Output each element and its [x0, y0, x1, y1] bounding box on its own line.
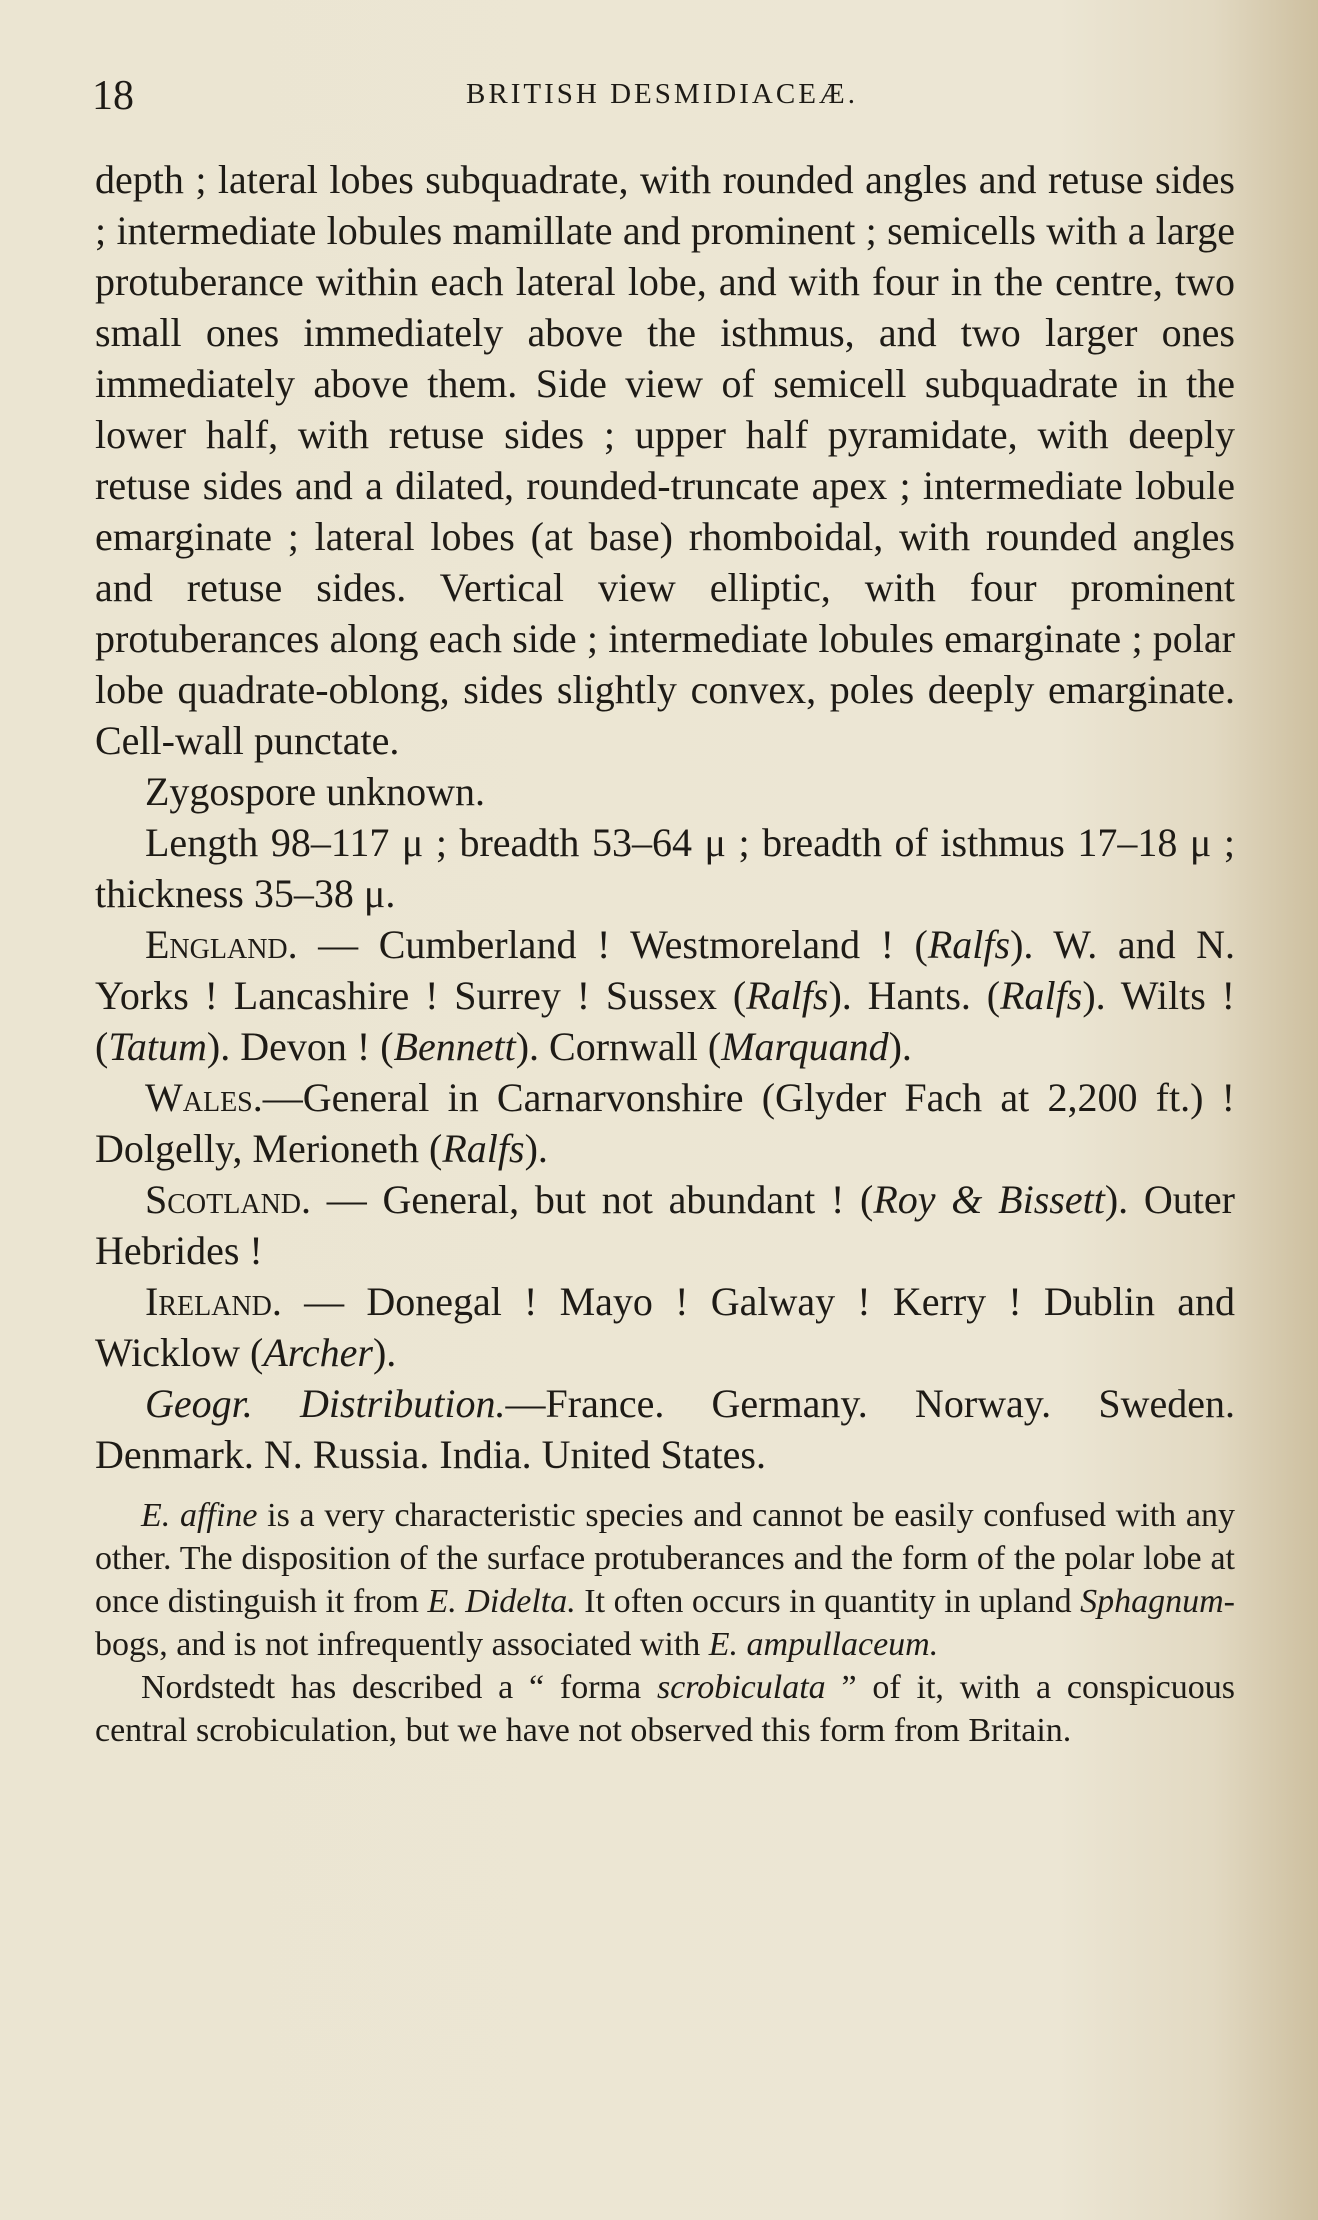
zygospore-paragraph: Zygospore unknown.: [145, 769, 485, 814]
wales-text-2: ).: [524, 1126, 548, 1171]
recorder-name: Roy & Bissett: [873, 1177, 1105, 1222]
england-text-6: ). Cornwall (: [515, 1024, 722, 1069]
species-name: E. ampullaceum.: [708, 1626, 939, 1663]
running-title: BRITISH DESMIDIACEÆ.: [466, 78, 858, 110]
recorder-name: Ralfs: [1000, 973, 1083, 1018]
region-label-england: England.: [145, 922, 298, 967]
region-label-scotland: Scotland.: [145, 1177, 312, 1222]
scotland-text-2: ). Outer Hebrides !: [95, 1177, 1235, 1273]
geographic-distribution-label: Geogr. Distribution.: [145, 1381, 506, 1426]
species-name: E. Didelta.: [427, 1583, 576, 1620]
wales-paragraph: [95, 1072, 1235, 1174]
note-affine: [95, 1494, 1235, 1666]
notes-section: [95, 1494, 1235, 1752]
england-text-5: ). Devon ! (: [206, 1024, 394, 1069]
england-text-7: ).: [888, 1024, 912, 1069]
ireland-paragraph: [95, 1276, 1235, 1378]
note-nordstedt: [95, 1666, 1235, 1752]
forma-name: scrobiculata: [656, 1669, 826, 1706]
dimensions-paragraph: Length 98–117 μ ; breadth 53–64 μ ; breadth of isthmus 17–18 μ ; thickness 35–38 μ.: [95, 820, 1235, 916]
england-text-1: — Cumberland ! Westmoreland ! (: [297, 922, 928, 967]
ireland-text-1: — Donegal ! Mayo ! Galway ! Kerry ! Dublin and Wicklow (: [95, 1279, 1235, 1375]
page-number: 18: [92, 73, 134, 119]
recorder-name: Ralfs: [746, 973, 829, 1018]
species-name: E. affine: [141, 1497, 258, 1534]
recorder-name: Marquand: [721, 1024, 889, 1069]
note-text: -bogs, and is not infrequently associated with: [95, 1583, 1235, 1663]
body-text: [95, 154, 1235, 1752]
england-text-3: ). Hants. (: [828, 973, 1001, 1018]
recorder-name: Archer: [263, 1330, 373, 1375]
region-label-ireland: Ireland.: [145, 1279, 282, 1324]
genus-name: Sphagnum: [1080, 1583, 1224, 1620]
ireland-text-2: ).: [372, 1330, 397, 1375]
scotland-text-1: — General, but not abundant ! (: [311, 1177, 874, 1222]
england-text-4: ). Wilts ! (: [95, 973, 1235, 1069]
recorder-name: Ralfs: [442, 1126, 525, 1171]
description-paragraph: depth ; lateral lobes subquadrate, with rounded angles and retuse sides ; intermediate lobules mamillate and prominent ; semicells with a large protuberance within each lateral lobe, and with four in the centre, two small ones immediately above the isthmus, and two larger ones immediately above them. Side view of semicell subquadrate in the lower half, with retuse sides ; upper half pyramidate, with deeply retuse sides and a dilated, rounded-truncate apex ; intermediate lobule emarginate ; lateral lobes (at base) rhomboidal, with rounded angles and retuse sides. Vertical view elliptic, with four prominent protuberances along each side ; intermediate lobules emarginate ; polar lobe quadrate-oblong, sides slightly convex, poles deeply emarginate. Cell-wall punctate.: [95, 157, 1235, 763]
england-text-2: ). W. and N. Yorks ! Lancashire ! Surrey ! Sussex (: [95, 922, 1235, 1018]
note-text: ” of it, with a conspicuous central scrobiculation, but we have not observed this form from Britain.: [95, 1669, 1235, 1749]
geographic-distribution-paragraph: [95, 1378, 1235, 1480]
recorder-name: Bennett: [393, 1024, 516, 1069]
wales-text-1: —General in Carnarvonshire (Glyder Fach at 2,200 ft.) ! Dolgelly, Merioneth (: [95, 1075, 1235, 1171]
region-label-wales: Wales.: [145, 1075, 263, 1120]
recorder-name: Tatum: [108, 1024, 207, 1069]
note-text: Nordstedt has described a “ forma: [141, 1669, 657, 1706]
recorder-name: Ralfs: [927, 922, 1011, 967]
england-paragraph: [95, 919, 1235, 1072]
note-text: It often occurs in quantity in upland: [575, 1583, 1081, 1620]
note-text: is a very characteristic species and cannot be easily confused with any other. The disposition of the surface protuberances and the form of the polar lobe at once distinguish it from: [95, 1497, 1235, 1620]
geographic-distribution-text: —France. Germany. Norway. Sweden. Denmark. N. Russia. India. United States.: [95, 1381, 1235, 1477]
page-header: [92, 72, 1232, 122]
scotland-paragraph: [95, 1174, 1235, 1276]
